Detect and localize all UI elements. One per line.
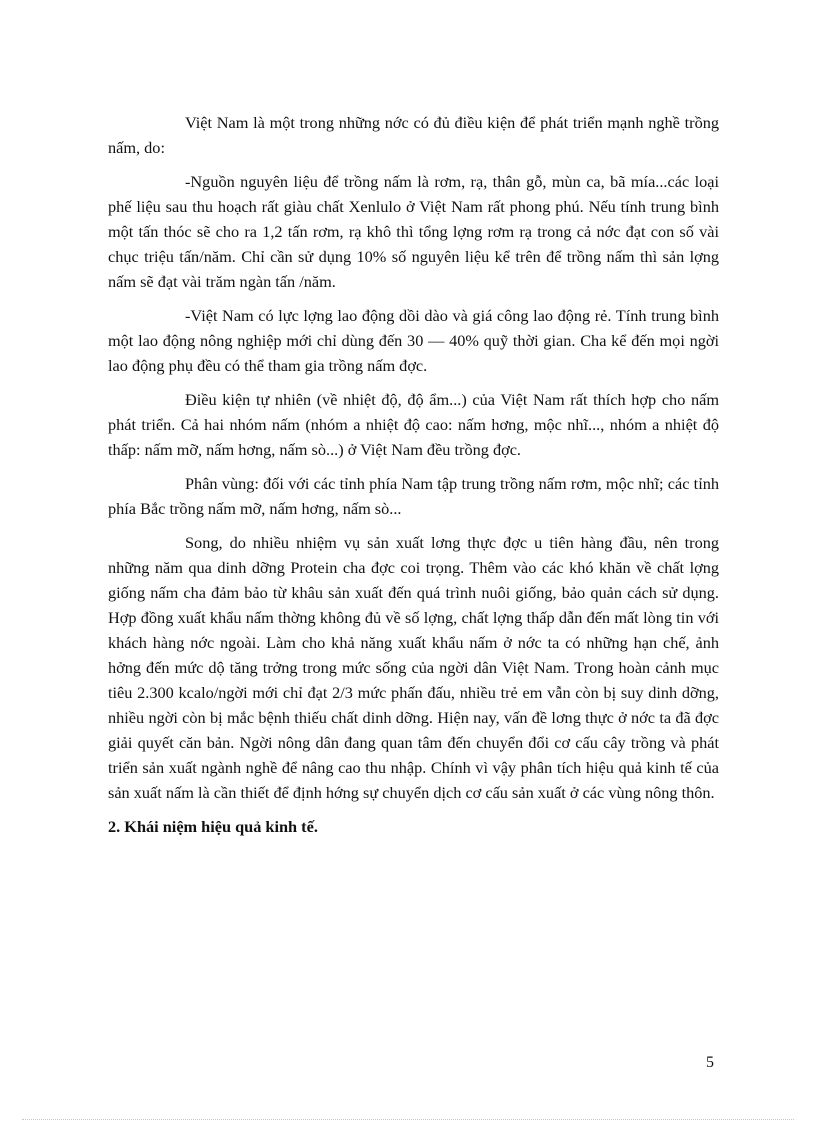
footer-divider (22, 1119, 794, 1120)
paragraph-raw-materials: -Nguồn nguyên liệu để trồng nấm là rơm, rạ, thân gỗ, mùn ca, bã mía...các loại phế liệu sau thu hoạch rất giàu chất Xenlulo ở Việt Nam rất phong phú. Nếu tính trung bình một tấn thóc sẽ cho ra 1,2 tấn rơm, rạ khô thì tổng lợng rơm rạ trong cả nớc đạt con số vài chục triệu tấn/năm. Chỉ cần sử dụng 10% số nguyên liệu kể trên để trồng nấm thì sản lợng nấm sẽ đạt vài trăm ngàn tấn /năm. (108, 172, 719, 291)
page-body (108, 110, 719, 839)
section-heading: 2. Khái niệm hiệu quả kinh tế. (108, 817, 318, 836)
paragraph-natural-conditions: Điều kiện tự nhiên (về nhiệt độ, độ ẩm...) của Việt Nam rất thích hợp cho nấm phát triển. Cả hai nhóm nấm (nhóm a nhiệt độ cao: nấm hơng, mộc nhĩ..., nhóm a nhiệt độ thấp: nấm mỡ, nấm hơng, nấm sò...) ở Việt Nam đều trồng đợc. (108, 390, 719, 459)
paragraph-regions: Phân vùng: đối với các tỉnh phía Nam tập trung trồng nấm rơm, mộc nhĩ; các tỉnh phía Bắc trồng nấm mỡ, nấm hơng, nấm sò... (108, 474, 719, 518)
paragraph-challenges: Song, do nhiều nhiệm vụ sản xuất lơng thực đợc u tiên hàng đầu, nên trong những năm qua dinh dỡng Protein cha đợc coi trọng. Thêm vào các khó khăn về chất lợng giống nấm cha đảm bảo từ khâu sản xuất đến quá trình nuôi giống, bảo quản cách sử dụng. Hợp đồng xuất khẩu nấm thờng không đủ về số lợng, chất lợng thấp dẫn đến mất lòng tin với khách hàng nớc ngoài. Làm cho khả năng xuất khẩu nấm ở nớc ta có những hạn chế, ảnh hởng đến mức dộ tăng trởng trong mức sống của ngời dân Việt Nam. Trong hoàn cảnh mục tiêu 2.300 kcalo/ngời mới chỉ đạt 2/3 mức phấn đấu, nhiều trẻ em vẫn còn bị suy dinh dỡng, nhiều ngời còn bị mắc bệnh thiếu chất dinh dỡng. Hiện nay, vấn đề lơng thực ở nớc ta đã đợc giải quyết căn bản. Ngời nông dân đang quan tâm đến chuyển đổi cơ cấu cây trồng và phát triển sản xuất ngành nghề để nâng cao thu nhập. Chính vì vậy phân tích hiệu quả kinh tế của sản xuất nấm là cần thiết để định hớng sự chuyển dịch cơ cấu sản xuất ở các vùng nông thôn. (108, 533, 719, 802)
page-number: 5 (706, 1054, 714, 1071)
paragraph-labor: -Việt Nam có lực lợng lao động dồi dào và giá công lao động rẻ. Tính trung bình một lao động nông nghiệp mới chỉ dùng đến 30 — 40% quỹ thời gian. Cha kể đến mọi ngời lao động phụ đều có thể tham gia trồng nấm đợc. (108, 306, 719, 375)
paragraph-intro: Việt Nam là một trong những nớc có đủ điều kiện để phát triển mạnh nghề trồng nấm, do: (108, 113, 719, 157)
